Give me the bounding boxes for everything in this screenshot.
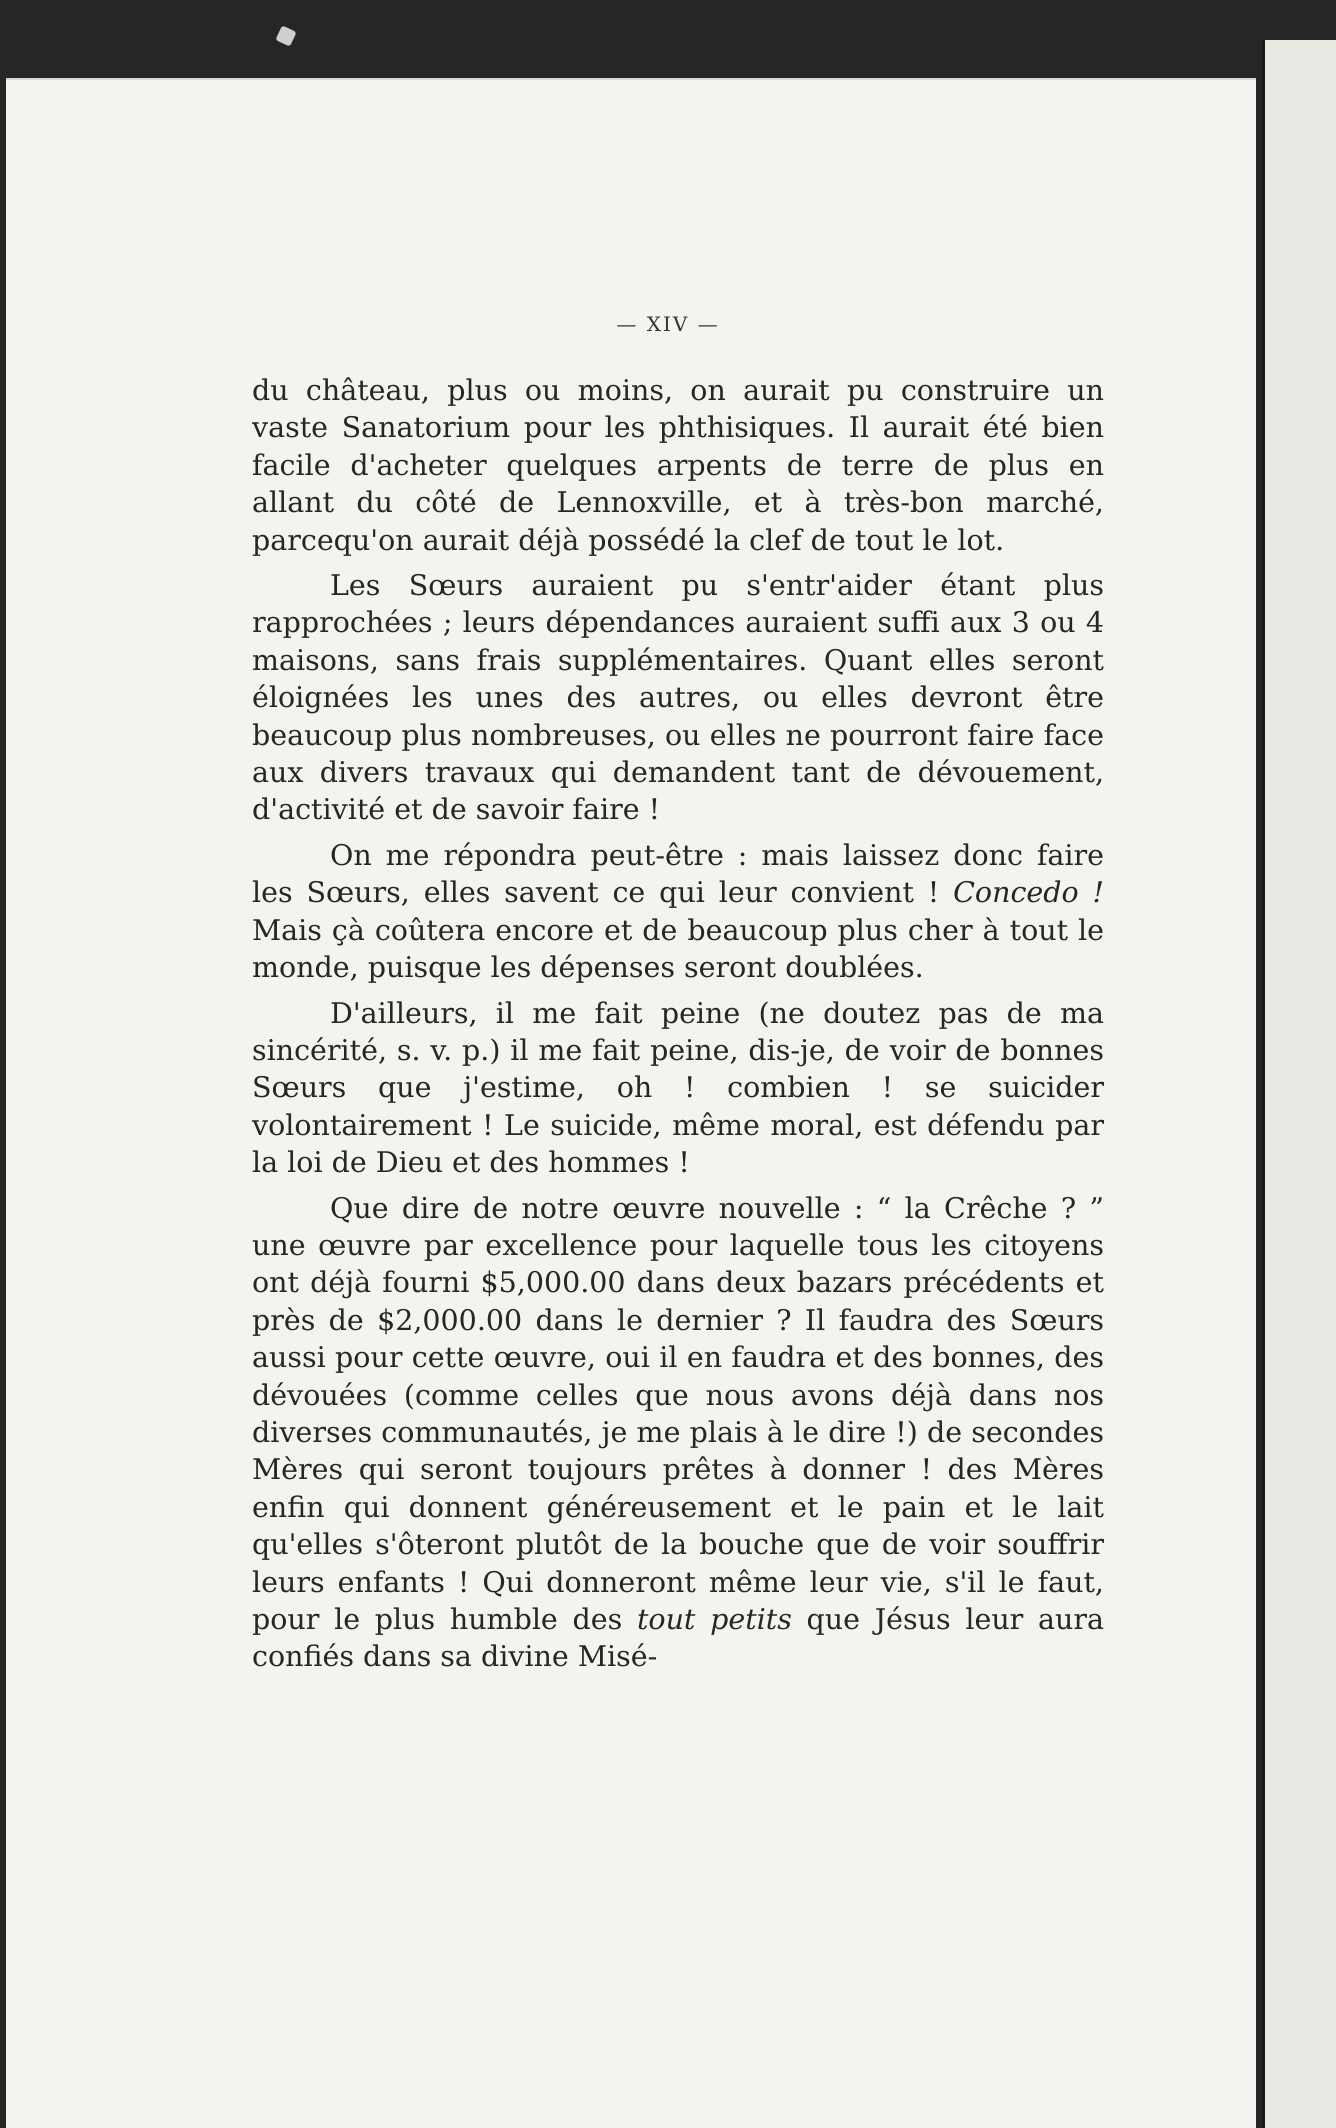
paragraph: [252, 567, 1104, 829]
paragraph-text-end: Mais çà coûtera encore et de beaucoup plus cher à tout le monde, puisque les dépenses seront doublées.: [252, 913, 1104, 985]
italic-phrase: tout petits: [636, 1603, 792, 1636]
paragraph: [252, 837, 1104, 987]
body-text: [252, 372, 1104, 1676]
scan-speck: [275, 25, 296, 46]
paragraph-text-end: que Jésus leur aura confiés dans sa divine Misé-: [252, 1603, 1104, 1674]
paragraph: [252, 995, 1104, 1182]
paragraph-text: D'ailleurs, il me fait peine (ne doutez pas de ma sincérité, s. v. p.) il me fait peine, dis-je, de voir de bonnes Sœurs que j'estime, oh ! combien ! se suicider volontairement ! Le suicide, même moral, est défendu par la loi de Dieu et des hommes !: [252, 996, 1104, 1180]
paragraph-text: du château, plus ou moins, on aurait pu construire un vaste Sanatorium pour les phthisiques. Il aurait été bien facile d'acheter quelques arpents de terre de plus en allant du côté de Lennoxville, et à très-bon marché, parcequ'on aurait déjà possédé la clef de tout le lot.: [252, 374, 1104, 557]
paragraph-text-start: Que dire de notre œuvre nouvelle : “ la Crêche ? ” une œuvre par excellence pour laquelle tous les citoyens ont déjà fourni $5,000.00 dans deux bazars précédents et près de $2,000.00 dans le dernier ? Il faudra des Sœurs aussi pour cette œuvre, oui il en faudra et des bonnes, des dévouées (comme celles que nous avons déjà dans nos diverses communautés, je me plais à le dire !) de secondes Mères qui seront toujours prêtes à donner ! des Mères enfin qui donnent généreusement et le pain et le lait qu'elles s'ôteront plutôt de la bouche que de voir souffrir leurs enfants ! Qui donneront même leur vie, s'il le faut, pour le plus humble des: [252, 1191, 1104, 1636]
paragraph-text: Les Sœurs auraient pu s'entr'aider étant plus rapprochées ; leurs dépendances auraient suffi aux 3 ou 4 maisons, sans frais supplémentaires. Quant elles seront éloignées les unes des autres, ou elles devront être beaucoup plus nombreuses, ou elles ne pourront faire face aux divers travaux qui demandent tant de dévouement, d'activité et de savoir faire !: [252, 569, 1104, 827]
running-head: — XIV —: [616, 312, 720, 336]
paragraph: [252, 1190, 1104, 1676]
adjacent-page-edge: [1262, 40, 1336, 2128]
paragraph: [252, 372, 1104, 559]
paragraph-text-start: On me répondra peut-être : mais laissez donc faire les Sœurs, elles savent ce qui leur convient !: [252, 838, 1104, 910]
italic-phrase: Concedo !: [953, 876, 1104, 910]
